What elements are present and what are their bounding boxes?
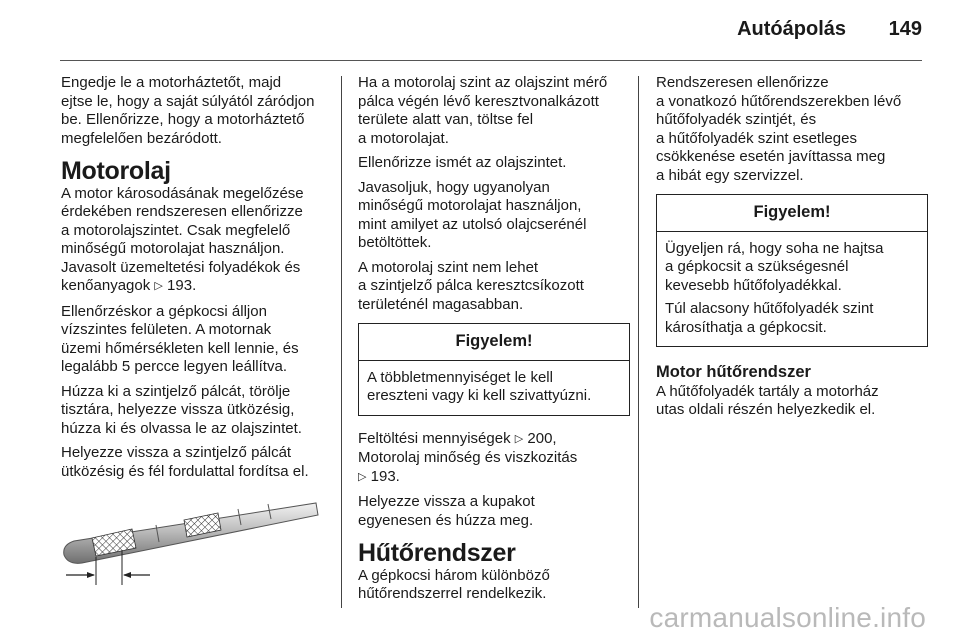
heading-hutorendszer: Hűtőrendszer xyxy=(358,539,516,567)
warning-text: Ügyeljen rá, hogy soha ne hajtsa a gépkocsit a szükségesnél kevesebb hűtőfolyadékkal. xyxy=(665,239,884,294)
column-1 xyxy=(61,74,331,487)
column-divider-1 xyxy=(341,76,342,608)
capacities-label: Feltöltési mennyiségek xyxy=(358,429,515,447)
header-rule xyxy=(60,60,922,61)
section-title: Autóápolás xyxy=(737,18,846,40)
intro-paragraph: Engedje le a motorháztetőt, majd ejtse le, hogy a saját súlyától záródjon be. Ellenőrizze, hogy a motorháztető megfelelően bezáródott. xyxy=(61,74,315,147)
heading-motorolaj: Motorolaj xyxy=(61,157,171,185)
dipstick-illustration xyxy=(60,495,322,587)
column-divider-2 xyxy=(638,76,639,608)
paragraph-level-surface: Ellenőrzéskor a gépkocsi álljon vízszintes felületen. A motornak üzemi hőmérsékleten kell lennie, és legalább 5 percce legyen leállítva. xyxy=(61,302,299,375)
arrow-ref-icon: ▷ xyxy=(154,280,163,292)
paragraph-cap: Helyezze vissza a kupakot egyenesen és húzza meg. xyxy=(358,493,535,529)
column-3 xyxy=(656,74,928,420)
paragraph-oil-check xyxy=(61,185,331,297)
warning-text: Túl alacsony hűtőfolyadék szint károsíthatja a gépkocsit. xyxy=(665,300,874,336)
warning-box-oil xyxy=(358,323,630,416)
paragraph-capacities xyxy=(358,430,630,488)
subheading-motor-cooling: Motor hűtőrendszer xyxy=(656,363,811,381)
paragraph-coolant-check: Rendszeresen ellenőrizze a vonatkozó hűtőrendszerekben lévő hűtőfolyadék szintjét, és a hűtőfolyadék szint esetleges csökkenése esetén javíttassa meg a hibát egy szervizzel. xyxy=(656,74,902,184)
warning-box-coolant xyxy=(656,194,928,347)
cross-reference-link[interactable]: 193. xyxy=(370,467,400,485)
warning-text: A többletmennyiséget le kell ereszteni vagy ki kell szivattyúzni. xyxy=(367,368,592,404)
paragraph-pull-dipstick: Húzza ki a szintjelző pálcát, törölje tisztára, helyezze vissza ütközésig, húzza ki és olvassa le az olajszintet. xyxy=(61,382,302,437)
page-number: 149 xyxy=(888,18,922,40)
paragraph-same-oil: Javasoljuk, hogy ugyanolyan minőségű motorolajat használjon, mint amilyet az utolsó olajcserénél betöltöttek. xyxy=(358,178,587,251)
paragraph-three-systems: A gépkocsi három különböző hűtőrendszerrel rendelkezik. xyxy=(358,566,550,602)
cross-reference-link[interactable]: 200, xyxy=(527,429,557,447)
column-2 xyxy=(358,74,630,610)
cross-reference-link[interactable]: 193. xyxy=(167,277,197,294)
warning-title: Figyelem! xyxy=(657,195,927,232)
arrow-ref-icon: ▷ xyxy=(358,470,367,483)
paragraph-max-level: A motorolaj szint nem lehet a szintjelző pálca keresztcsíkozott területénél magasabban. xyxy=(358,258,584,313)
paragraph-coolant-tank: A hűtőfolyadék tartály a motorház utas oldali részén helyezkedik el. xyxy=(656,382,879,418)
arrowhead-right xyxy=(123,572,131,578)
paragraph-reinsert-dipstick: Helyezze vissza a szintjelző pálcát ütközésig és fél fordulattal fordítsa el. xyxy=(61,444,309,480)
page-header xyxy=(60,14,922,44)
watermark: carmanualsonline.info xyxy=(649,602,926,633)
oil-quality-label: Motorolaj minőség és viszkozitás xyxy=(358,449,578,466)
paragraph-low-level: Ha a motorolaj szint az olajszint mérő pálca végén lévő keresztvonalkázott területe alatt van, töltse fel a motorolajat. xyxy=(358,74,608,147)
arrowhead-left xyxy=(87,572,95,578)
warning-title: Figyelem! xyxy=(359,324,629,361)
paragraph-oil-check-text: A motor károsodásának megelőzése érdekében rendszeresen ellenőrizze a motorolajszintet. Csak megfelelő minőségű motorolajat használjon. Javasolt üzemeltetési folyadékok és kenőanyagok xyxy=(61,184,304,294)
arrow-ref-icon: ▷ xyxy=(514,432,524,445)
paragraph-recheck: Ellenőrizze ismét az olajszintet. xyxy=(358,154,567,171)
